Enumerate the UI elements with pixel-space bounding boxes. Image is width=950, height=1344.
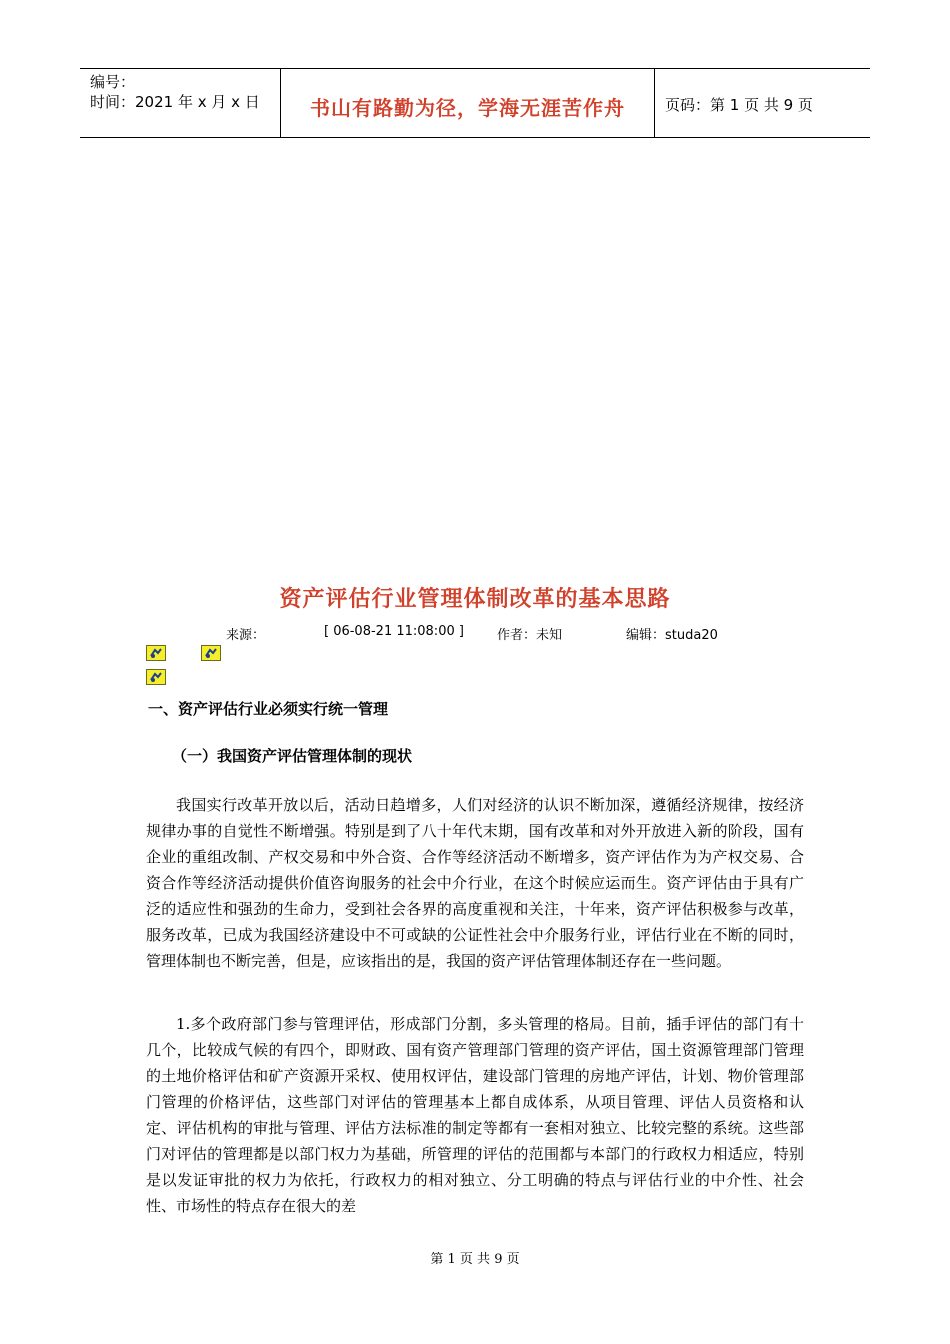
body-paragraph: 1.多个政府部门参与管理评估，形成部门分割，多头管理的格局。目前，插手评估的部门有十几个，比较成气候的有四个，即财政、国有资产管理部门管理的资产评估，国土资源管理部门管理的土地价格评估和矿产资源开采权、使用权评估，建设部门管理的房地产评估，计划、物价管理部门管理的价格评估，这些部门对评估的管理基本上都自成体系，从项目管理、评估人员资格和认定、评估机构的审批与管理、评估方法标准的制定等都有一套相对独立、比较完整的系统。这些部门对评估的管理都是以部门权力为基础，所管理的评估的范围都与本部门的行政权力相适应，特别是以发证审批的权力为依托，行政权力的相对独立、分工明确的特点与评估行业的中介性、社会性、市场性的特点存在很大的差 [146, 1015, 804, 1215]
number-label: 编号： [90, 73, 136, 91]
article-title: 资产评估行业管理体制改革的基本思路 [279, 587, 671, 612]
time-label: 时间：2021 年 x 月 x 日 [90, 93, 260, 111]
article-editor: 编辑：studa20 [626, 628, 718, 643]
header-motto: 书山有路勤为径，学海无涯苦作舟 [281, 69, 655, 137]
header-left-cell [80, 69, 281, 137]
body-paragraph: 我国实行改革开放以后，活动日趋增多，人们对经济的认识不断加深，遵循经济规律，按经济规律办事的自觉性不断增强。特别是到了八十年代末期，国有改革和对外开放进入新的阶段，国有企业的重组改制、产权交易和中外合资、合作等经济活动不断增多，资产评估作为为产权交易、合资合作等经济活动提供价值咨询服务的社会中介行业，在这个时候应运而生。资产评估由于具有广泛的适应性和强劲的生命力，受到社会各界的高度重视和关注，十年来，资产评估积极参与改革，服务改革，已成为我国经济建设中不可或缺的公证性社会中介服务行业，评估行业在不断的同时，管理体制也不断完善，但是，应该指出的是，我国的资产评估管理体制还存在一些问题。 [146, 796, 804, 970]
header-page-info: 页码：第 1 页 共 9 页 [665, 95, 813, 114]
page-footer: 第 1 页 共 9 页 [430, 1252, 520, 1267]
article-datetime: [ 06-08-21 11:08:00 ] [324, 624, 464, 639]
article-author: 作者：未知 [497, 628, 563, 643]
subsection-heading: （一）我国资产评估管理体制的现状 [172, 747, 413, 765]
source-label: 来源： [226, 628, 266, 643]
link-icon[interactable] [146, 645, 166, 661]
section-heading: 一、资产评估行业必须实行统一管理 [148, 700, 389, 718]
link-icon[interactable] [146, 669, 166, 685]
link-icon[interactable] [201, 645, 221, 661]
document-header [80, 68, 870, 138]
